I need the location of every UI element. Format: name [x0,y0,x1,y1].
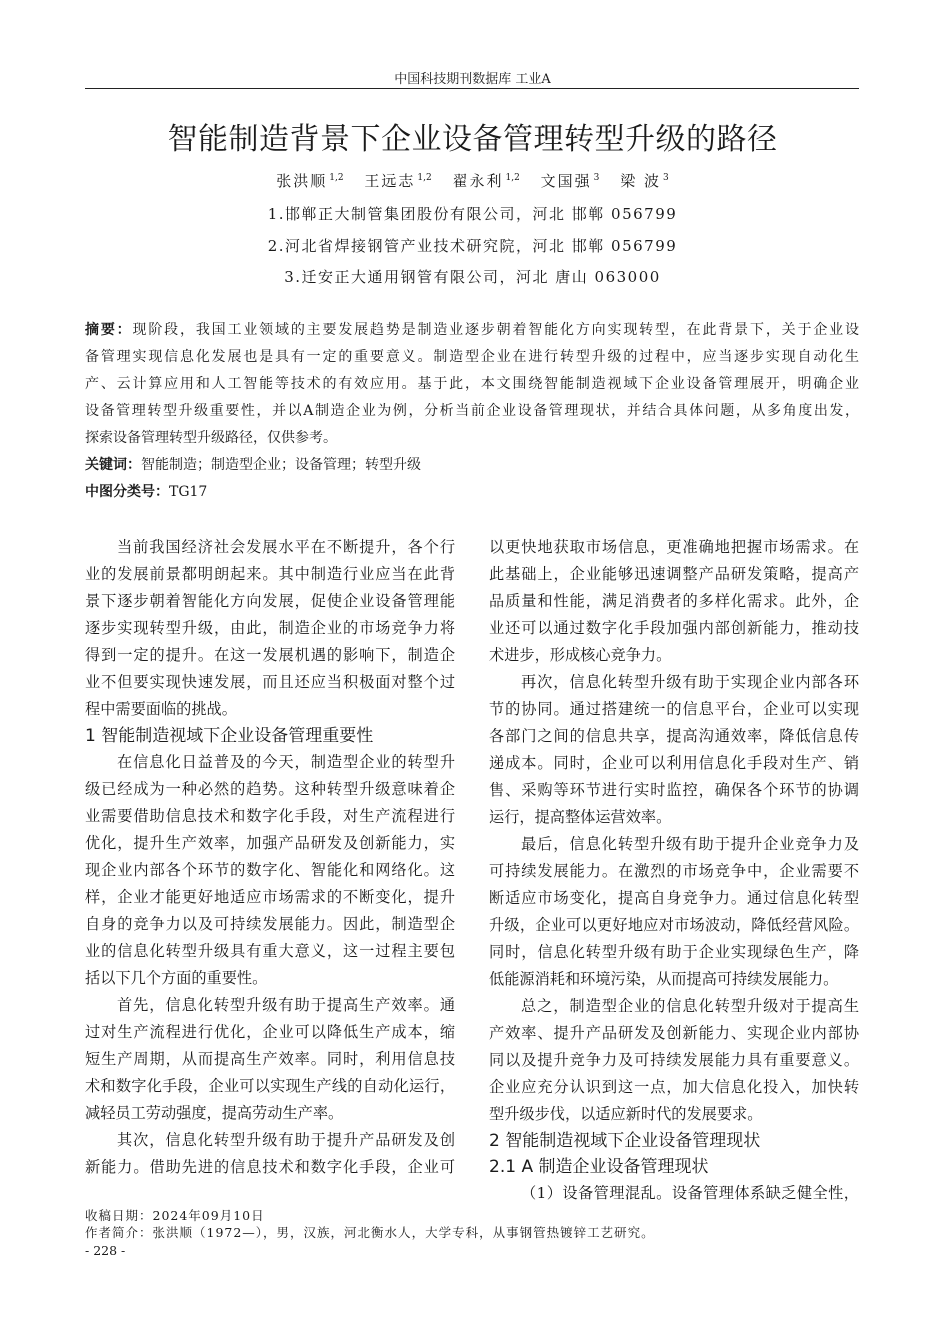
section-heading: 2.1 A 制造企业设备管理现状 [489,1157,709,1177]
paragraph-line: 样，企业才能更好地适应市场需求的不断变化，提升 [85,888,455,906]
author-list [0,170,945,191]
abstract-line: 设备管理转型升级重要性，并以A制造企业为例，分析当前企业设备管理现状，并结合具体问题，从多角度出发， [85,403,859,419]
paragraph-line: 再次，信息化转型升级有助于实现企业内部各环 [521,673,859,691]
affiliation: 1.邯郸正大制管集团股份有限公司，河北 邯郸 056799 [267,205,678,223]
header-rule [85,88,859,89]
abstract-line: 备管理实现信息化发展也是具有一定的重要意义。制造型企业在进行转型升级的过程中，应当逐步实现自动化生 [85,349,859,365]
abstract-label: 摘要： [85,322,133,338]
paragraph-line: 各部门之间的信息共享，提高沟通效率，降低信息传 [489,727,859,745]
abstract-line: 探索设备管理转型升级路径，仅供参考。 [85,430,337,446]
received-date: 收稿日期：2024年09月10日 [85,1208,265,1223]
author: 翟永利 $^{1,2}$ [452,172,520,190]
paragraph-line: 自身的竞争力以及可持续发展能力。因此，制造型企 [85,915,455,933]
paragraph-line: 得到一定的提升。在这一发展机遇的影响下，制造企 [85,646,455,664]
paragraph-line: 同时，信息化转型升级有助于企业实现绿色生产，降 [489,943,859,961]
page-number: - 228 - [85,1243,126,1258]
paragraph-line: 括以下几个方面的重要性。 [85,969,268,987]
paragraph-line: 当前我国经济社会发展水平在不断提升，各个行 [117,538,455,556]
paragraph-line: 企业应充分认识到这一点，加大信息化投入，加快转 [489,1078,859,1096]
abstract-line: 现阶段，我国工业领域的主要发展趋势是制造业逐步朝着智能化方向实现转型，在此背景下，关于企业设 [132,322,859,338]
paragraph-line: 业还可以通过数字化手段加强内部创新能力，推动技 [489,619,859,637]
author-bio: 作者简介：张洪顺（1972—），男，汉族，河北衡水人，大学专科，从事钢管热镀锌工艺研究。 [85,1225,655,1240]
paragraph-line: 品质量和性能，满足消费者的多样化需求。此外，企 [489,592,859,610]
paragraph-line: 程中需要面临的挑战。 [85,700,237,718]
paragraph-line: 过对生产流程进行优化，企业可以降低生产成本，缩 [85,1023,455,1041]
paragraph-line: 其次，信息化转型升级有助于提升产品研发及创 [117,1131,455,1149]
paragraph-line: 新能力。借助先进的信息技术和数字化手段，企业可 [85,1158,455,1176]
classification-text: TG17 [169,484,208,500]
paragraph-line: 最后，信息化转型升级有助于提升企业竞争力及 [521,835,859,853]
paragraph-line: 总之，制造型企业的信息化转型升级对于提高生 [521,997,859,1015]
paragraph-line: 业不但要实现快速发展，而且还应当积极面对整个过 [85,673,455,691]
paragraph-line: 术进步，形成核心竞争力。 [489,646,672,664]
author: 梁 波 $^3$ [620,172,669,190]
section-heading: 1 智能制造视域下企业设备管理重要性 [85,726,374,746]
paragraph-line: 逐步实现转型升级，由此，制造企业的市场竞争力将 [85,619,455,637]
keywords [85,452,859,479]
paragraph-line: 级已经成为一种必然的趋势。这种转型升级意味着企 [85,780,455,798]
paragraph-line: 此基础上，企业能够迅速调整产品研发策略，提高产 [489,565,859,583]
paragraph-line: 短生产周期，从而提高生产效率。同时，利用信息技 [85,1050,455,1068]
paragraph-line: 售、采购等环节进行实时监控，确保各个环节的协调 [489,781,859,799]
paragraph-line: 现企业内部各个环节的数字化、智能化和网络化。这 [85,861,455,879]
keywords-text: 智能制造；制造型企业；设备管理；转型升级 [141,457,421,473]
classification-label: 中图分类号： [85,484,169,500]
paragraph-line: 首先，信息化转型升级有助于提高生产效率。通 [117,996,455,1014]
paragraph-line: 景下逐步朝着智能化方向发展，促使企业设备管理能 [85,592,455,610]
abstract [85,317,859,506]
paragraph-line: 优化，提升生产效率，加强产品研发及创新能力，实 [85,834,455,852]
paragraph-line: 业的信息化转型升级具有重大意义，这一过程主要包 [85,942,455,960]
paragraph-line: 节的协同。通过搭建统一的信息平台，企业可以实现 [489,700,859,718]
paragraph-line: 型升级步伐，以适应新时代的发展要求。 [489,1105,763,1123]
running-header: 中国科技期刊数据库 工业A [394,72,551,87]
article-title: 智能制造背景下企业设备管理转型升级的路径 [167,122,778,157]
paragraph-line: 以更快地获取市场信息，更准确地把握市场需求。在 [489,538,859,556]
affiliation: 3.迁安正大通用钢管有限公司，河北 唐山 063000 [284,268,661,286]
keywords-label: 关键词： [85,457,141,473]
author: 文国强 $^3$ [540,172,600,190]
body-column-right [489,534,859,1207]
paragraph-line: 可持续发展能力。在激烈的市场竞争中，企业需要不 [489,862,859,880]
paragraph-line: 低能源消耗和环境污染，从而提高可持续发展能力。 [489,970,839,988]
paragraph-line: 运行，提高整体运营效率。 [489,808,672,826]
paragraph-line: 术和数字化手段，企业可以实现生产线的自动化运行， [85,1077,455,1095]
paragraph-line: 产效率、提升产品研发及创新能力、实现企业内部协 [489,1024,859,1042]
section-heading: 2 智能制造视域下企业设备管理现状 [489,1131,761,1151]
body-column-left [85,534,455,1181]
paragraph-line: 递成本。同时，企业可以利用信息化手段对生产、销 [489,754,859,772]
abstract-line: 产、云计算应用和人工智能等技术的有效应用。基于此，本文围绕智能制造视域下企业设备管理展开，明确企业 [85,376,859,392]
author: 张洪顺 $^{1,2}$ [276,172,344,190]
author: 王远志 $^{1,2}$ [364,172,432,190]
paragraph-line: 业需要借助信息技术和数字化手段，对生产流程进行 [85,807,455,825]
paragraph-line: 在信息化日益普及的今天，制造型企业的转型升 [117,753,455,771]
paragraph-line: 同以及提升竞争力及可持续发展能力具有重要意义。 [489,1051,859,1069]
affiliation: 2.河北省焊接钢管产业技术研究院，河北 邯郸 056799 [267,237,678,255]
paragraph-line: 业的发展前景都明朗起来。其中制造行业应当在此背 [85,565,455,583]
classification [85,479,859,506]
paragraph-line: 减轻员工劳动强度，提高劳动生产率。 [85,1104,344,1122]
paragraph-line: 升级，企业可以更好地应对市场波动，降低经营风险。 [489,916,859,934]
paragraph-line: （1）设备管理混乱。设备管理体系缺乏健全性， [521,1184,859,1202]
paragraph-line: 断适应市场变化，提高自身竞争力。通过信息化转型 [489,889,859,907]
